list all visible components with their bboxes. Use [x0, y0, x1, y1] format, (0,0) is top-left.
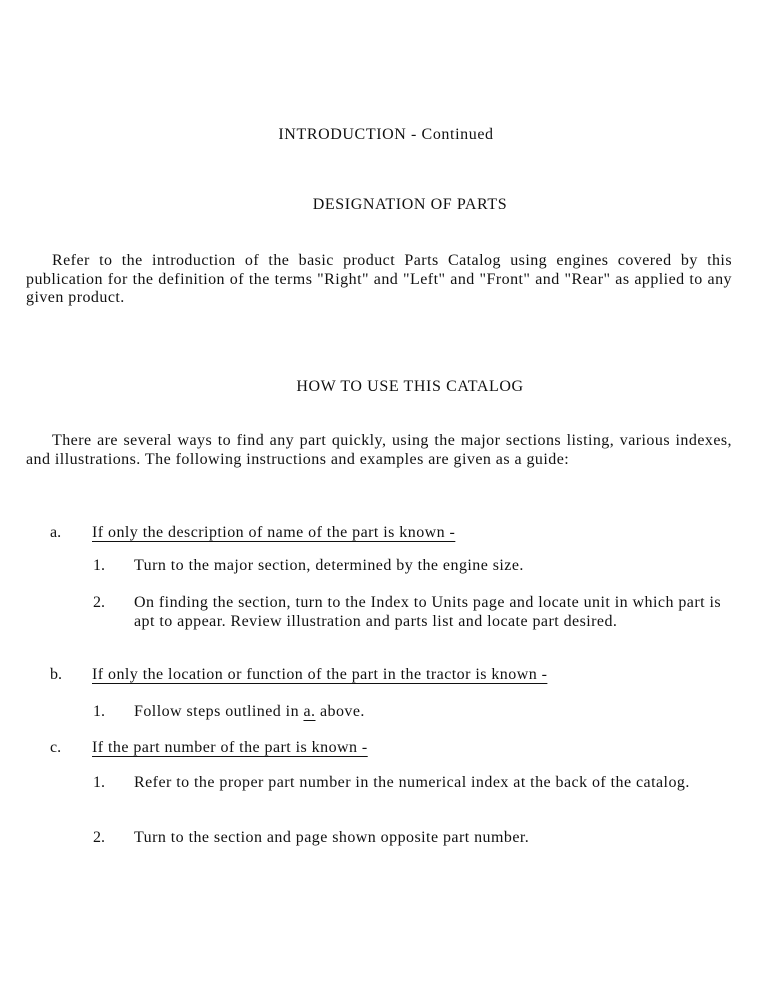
- item-b-step-1-number: 1.: [93, 703, 105, 720]
- section-title-designation: DESIGNATION OF PARTS: [312, 196, 508, 213]
- item-c-step-1-number: 1.: [93, 774, 105, 791]
- item-a-step-2-text: On finding the section, turn to the Index to Units page and locate unit in which part is apt to appear. Review illustration and parts list and locate part desired.: [134, 594, 722, 630]
- item-c-step-2-text: Turn to the section and page shown opposite part number.: [134, 829, 530, 846]
- section-title-how-to-use: HOW TO USE THIS CATALOG: [296, 378, 524, 395]
- item-c-step-2-number: 2.: [93, 829, 105, 846]
- item-b-step-1-text-after: above.: [319, 703, 365, 720]
- designation-paragraph-text: Refer to the introduction of the basic product Parts Catalog using engines covered by this publication for the definition of the terms "Right" and "Left" and "Front" and "Rear" as applied to any given product.: [26, 252, 732, 306]
- item-a-letter: a.: [50, 524, 62, 541]
- item-b-heading: If only the location or function of the part in the tractor is known -: [92, 666, 548, 683]
- page-header: INTRODUCTION - Continued: [278, 126, 494, 143]
- item-b-step-1-text: [134, 703, 734, 722]
- item-b-step-1-text-before: Follow steps outlined in: [134, 703, 300, 720]
- item-b-step-1-reference: a.: [303, 703, 316, 720]
- how-to-use-paragraph: [26, 432, 732, 469]
- item-c-heading: If the part number of the part is known -: [92, 739, 368, 756]
- how-to-use-paragraph-text: There are several ways to find any part quickly, using the major sections listing, various indexes, and illustrations. The following instructions and examples are given as a guide:: [26, 432, 732, 468]
- item-b-letter: b.: [50, 666, 62, 683]
- item-c-step-1-text: Refer to the proper part number in the numerical index at the back of the catalog.: [134, 774, 690, 791]
- item-a-heading: If only the description of name of the part is known -: [92, 524, 456, 541]
- item-a-step-2-number: 2.: [93, 594, 105, 611]
- item-a-step-1-number: 1.: [93, 557, 105, 574]
- item-c-letter: c.: [50, 739, 62, 756]
- designation-paragraph: [26, 252, 732, 308]
- item-a-step-1-text: Turn to the major section, determined by the engine size.: [134, 557, 524, 574]
